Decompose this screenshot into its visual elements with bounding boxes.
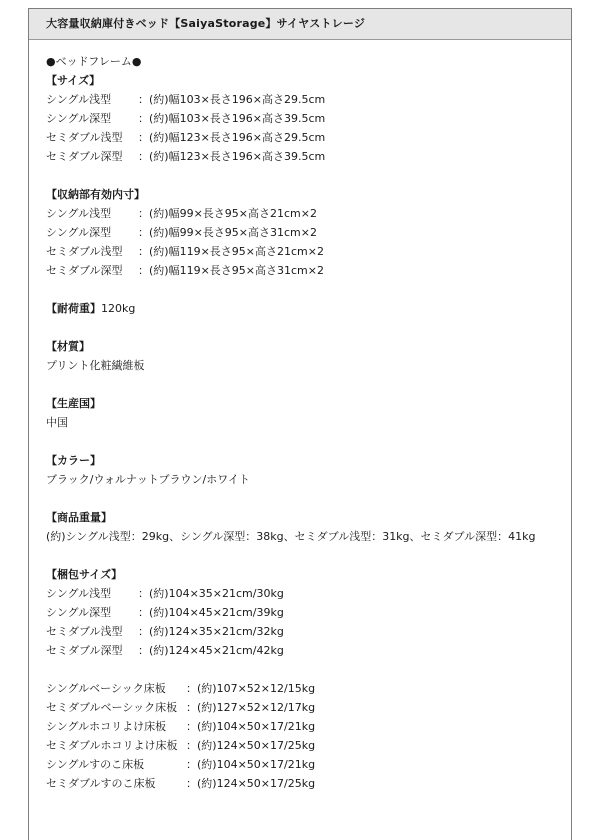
- load-heading: 【耐荷重】: [46, 302, 101, 315]
- spec-label: セミダブルすのこ床板: [46, 777, 156, 790]
- spec-label: セミダブル浅型: [46, 131, 123, 144]
- color-heading: 【カラー】: [46, 454, 101, 467]
- storage-row: [46, 204, 571, 223]
- spec-label: シングル深型: [46, 226, 112, 239]
- board-package-row: [46, 755, 571, 774]
- size-row: [46, 109, 571, 128]
- spec-content: [29, 40, 571, 793]
- spec-label: シングルすのこ床板: [46, 758, 145, 771]
- origin-value: 中国: [46, 416, 68, 429]
- size-list: [46, 90, 571, 166]
- spec-label: セミダブル浅型: [46, 245, 123, 258]
- board-package-row: [46, 736, 571, 755]
- package-list: [46, 584, 571, 660]
- spec-value: ：(約)幅103×長さ196×高さ29.5cm: [138, 93, 326, 106]
- spec-value: ：(約)幅99×長さ95×高さ31cm×2: [138, 226, 317, 239]
- spec-panel: [28, 8, 572, 840]
- spec-label: シングル浅型: [46, 587, 112, 600]
- spec-value: ：(約)124×35×21cm/32kg: [138, 625, 284, 638]
- spec-label: シングルホコリよけ床板: [46, 720, 167, 733]
- spec-label: セミダブル深型: [46, 644, 123, 657]
- material-value: プリント化粧繊維板: [46, 359, 145, 372]
- spec-value: ：(約)124×45×21cm/42kg: [138, 644, 284, 657]
- spec-label: シングル深型: [46, 606, 112, 619]
- spec-label: セミダブル深型: [46, 264, 123, 277]
- spec-value: ：(約)104×50×17/21kg: [186, 720, 316, 733]
- spec-label: セミダブル浅型: [46, 625, 123, 638]
- board-package-list: [46, 679, 571, 793]
- storage-heading: 【収納部有効内寸】: [46, 188, 145, 201]
- spec-value: ：(約)幅99×長さ95×高さ21cm×2: [138, 207, 317, 220]
- spec-value: ：(約)107×52×12/15kg: [186, 682, 316, 695]
- package-row: [46, 584, 571, 603]
- spec-value: ：(約)幅123×長さ196×高さ39.5cm: [138, 150, 326, 163]
- storage-row: [46, 223, 571, 242]
- spec-value: ：(約)幅103×長さ196×高さ39.5cm: [138, 112, 326, 125]
- spec-value: ：(約)124×50×17/25kg: [186, 777, 316, 790]
- storage-row: [46, 261, 571, 280]
- spec-value: ：(約)幅119×長さ95×高さ21cm×2: [138, 245, 324, 258]
- panel-title: 大容量収納庫付きベッド【SaiyaStorage】サイヤストレージ: [29, 9, 571, 40]
- spec-value: ：(約)104×35×21cm/30kg: [138, 587, 284, 600]
- origin-heading: 【生産国】: [46, 397, 101, 410]
- spec-value: ：(約)124×50×17/25kg: [186, 739, 316, 752]
- spec-label: シングルベーシック床板: [46, 682, 166, 695]
- spec-label: シングル深型: [46, 112, 112, 125]
- size-heading: 【サイズ】: [46, 74, 101, 87]
- bed-frame-heading: ●ベッドフレーム●: [46, 55, 142, 68]
- package-row: [46, 603, 571, 622]
- spec-value: ：(約)127×52×12/17kg: [186, 701, 316, 714]
- package-heading: 【梱包サイズ】: [46, 568, 123, 581]
- load-line: [46, 299, 571, 318]
- storage-row: [46, 242, 571, 261]
- board-package-row: [46, 698, 571, 717]
- board-package-row: [46, 679, 571, 698]
- spec-value: ：(約)104×45×21cm/39kg: [138, 606, 284, 619]
- material-heading: 【材質】: [46, 340, 90, 353]
- board-package-row: [46, 774, 571, 793]
- weight-value: (約)シングル浅型：29kg、シングル深型：38kg、セミダブル浅型：31kg、セミダブル深型：41kg: [46, 530, 536, 543]
- spec-value: ：(約)104×50×17/21kg: [186, 758, 316, 771]
- spec-label: シングル浅型: [46, 207, 112, 220]
- size-row: [46, 128, 571, 147]
- storage-list: [46, 204, 571, 280]
- size-row: [46, 90, 571, 109]
- color-value: ブラック/ウォルナットブラウン/ホワイト: [46, 473, 250, 486]
- weight-heading: 【商品重量】: [46, 511, 112, 524]
- spec-label: セミダブルベーシック床板: [46, 701, 178, 714]
- spec-label: シングル浅型: [46, 93, 112, 106]
- size-row: [46, 147, 571, 166]
- spec-value: ：(約)幅123×長さ196×高さ29.5cm: [138, 131, 326, 144]
- spec-label: セミダブル深型: [46, 150, 123, 163]
- spec-label: セミダブルホコリよけ床板: [46, 739, 178, 752]
- package-row: [46, 641, 571, 660]
- package-row: [46, 622, 571, 641]
- board-package-row: [46, 717, 571, 736]
- load-value: 120kg: [101, 302, 136, 315]
- spec-value: ：(約)幅119×長さ95×高さ31cm×2: [138, 264, 324, 277]
